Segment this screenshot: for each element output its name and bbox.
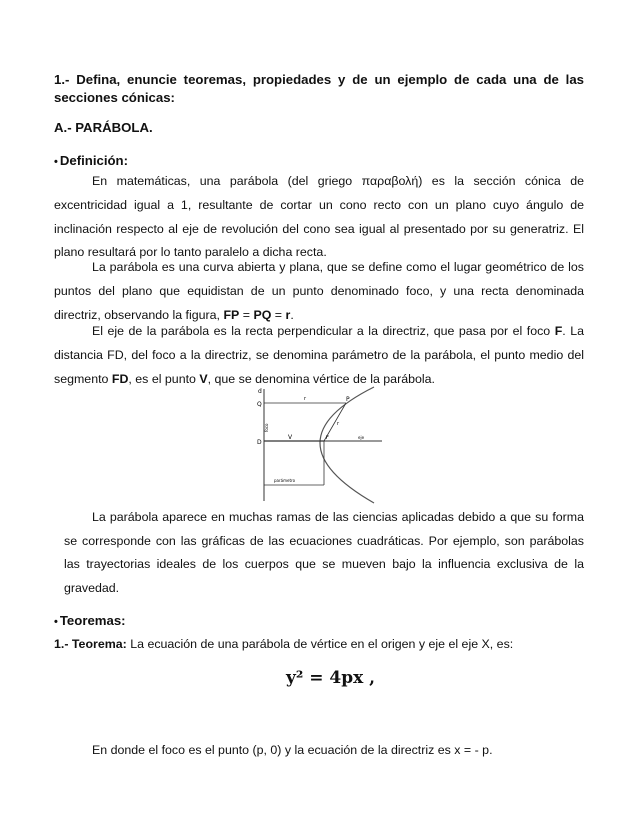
definition-paragraph-4: La parábola aparece en muchas ramas de las ciencias aplicadas debido a que su forma se corresponde con las gráficas de las ecuaciones cuadráticas. Por ejemplo, son parábolas las trayectorias ideales de los cuerpos que se mueven bajo la influencia exclusiva de la gravedad. xyxy=(64,510,584,595)
focus-directrix-text: En donde el foco es el punto (p, 0) y la ecuación de la directriz es x = - p. xyxy=(92,743,493,757)
fig-label-q: Q xyxy=(257,401,262,408)
definition-paragraph-2 xyxy=(54,256,584,327)
pq-label: PQ xyxy=(253,307,272,322)
fig-label-foco: foco xyxy=(264,423,269,432)
p3-text-b: . La distancia FD, del foco a la directriz, se denomina parámetro de la parábola, el punto medio del segmento xyxy=(54,324,584,386)
theorem-1 xyxy=(54,637,513,651)
definition-paragraph-3 xyxy=(54,320,584,391)
p3-text-c: , es el punto xyxy=(128,371,196,386)
p3-text-a: El eje de la parábola es la recta perpendicular a la directriz, que pasa por el foco xyxy=(92,324,551,338)
theorem-1-label: 1.- Teorema: xyxy=(54,637,127,651)
fig-label-parametro: parámetro xyxy=(274,478,296,483)
bullet-icon: • xyxy=(54,156,58,168)
theorems-title: Teoremas: xyxy=(59,613,126,628)
p2-text: La parábola es una curva abierta y plana, que se define como el lugar geométrico de los puntos del plano que equidistan de un punto denominado foco, y una recta denominada directriz, observando la figura, xyxy=(54,260,584,322)
eq-sign-2: = xyxy=(274,307,283,322)
section-parabola-title: A.- PARÁBOLA. xyxy=(54,120,153,135)
parabola-figure xyxy=(254,385,384,505)
fig-label-r: r xyxy=(304,396,307,402)
parabola-equation: y² = 4px , xyxy=(286,668,376,688)
theorem-1-text: La ecuación de una parábola de vértice en el origen y eje el eje X, es: xyxy=(130,637,514,651)
fig-label-f: F xyxy=(326,435,329,441)
fig-label-d: d xyxy=(258,388,262,395)
definition-title: Definición: xyxy=(59,153,128,168)
fig-label-eje: eje xyxy=(358,435,365,440)
fig-label-v: V xyxy=(288,434,293,441)
r-label: r xyxy=(285,307,291,322)
definition-heading xyxy=(54,153,128,168)
f-label: F xyxy=(554,324,563,338)
fp-label: FP xyxy=(223,307,240,322)
eq-sign-1: = xyxy=(242,307,250,322)
question-heading: 1.- Defina, enuncie teoremas, propiedades y de un ejemplo de cada una de las secciones cónicas: xyxy=(54,72,584,105)
fd-label: FD xyxy=(111,371,129,386)
fig-label-p: P xyxy=(346,396,350,403)
v-label: V xyxy=(199,371,208,386)
fig-label-r2: r xyxy=(337,421,340,427)
p2-end: . xyxy=(290,307,294,322)
p3-text-d: , que se denomina vértice de la parábola. xyxy=(207,371,435,386)
theorems-heading xyxy=(54,613,126,628)
fig-label-d2: D xyxy=(257,439,262,446)
definition-paragraph-1: En matemáticas, una parábola (del griego παραβολή) es la sección cónica de excentricidad igual a 1, resultante de cortar un cono recto con un plano cuyo ángulo de inclinación respecto al eje de revolución del cono sea igual al presentado por su generatriz. El plano resultará por lo tanto paralelo a dicha recta. xyxy=(54,174,584,260)
bullet-icon: • xyxy=(54,616,58,628)
